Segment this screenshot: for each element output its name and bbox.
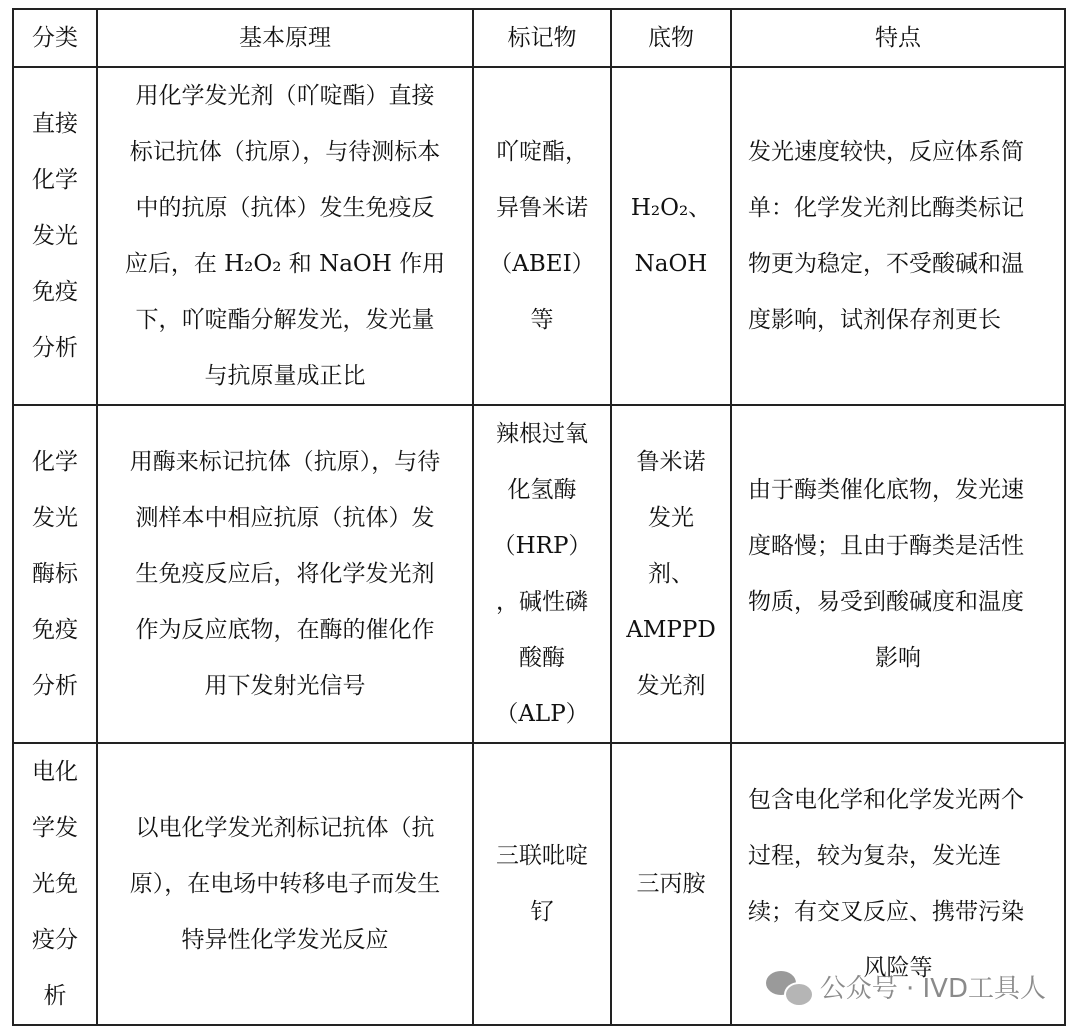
category-cell-line: 化学	[32, 449, 78, 475]
category-cell-line: 电化	[32, 759, 78, 785]
principle-cell	[97, 743, 473, 1025]
substrate-cell-line: NaOH	[634, 251, 708, 277]
principle-cell-line: 标记抗体（抗原），与待测标本	[129, 139, 441, 165]
marker-cell-line: 化氢酶	[507, 477, 577, 503]
features-cell-line: 发光速度较快，反应体系简	[748, 139, 1024, 165]
substrate-cell-line: AMPPD	[626, 617, 716, 643]
category-cell-line: 直接	[32, 111, 78, 137]
substrate-cell	[611, 67, 731, 405]
watermark-text: 公众号 · IVD工具人	[819, 974, 1046, 1004]
features-cell-line: 物更为稳定，不受酸碱和温	[748, 251, 1024, 277]
category-cell-line: 分析	[32, 673, 78, 699]
category-cell	[13, 67, 97, 405]
principle-cell	[97, 405, 473, 743]
principle-cell-line: 特异性化学发光反应	[181, 927, 389, 953]
principle-cell	[97, 67, 473, 405]
features-cell-line: 度影响，试剂保存剂更长	[748, 307, 1001, 333]
header-row	[13, 9, 1065, 67]
marker-cell	[473, 743, 611, 1025]
principle-cell-line: 用下发射光信号	[204, 673, 366, 699]
marker-cell-line: 辣根过氧	[496, 421, 588, 447]
table-row	[13, 405, 1065, 743]
substrate-cell-line: 发光	[648, 505, 694, 531]
marker-cell-line: 异鲁米诺	[496, 195, 588, 221]
category-cell-line: 免疫	[32, 617, 78, 643]
marker-cell-line: ，碱性磷	[496, 589, 588, 615]
marker-cell-line: （ABEI）	[489, 251, 595, 277]
features-cell	[731, 405, 1065, 743]
features-cell-line: 包含电化学和化学发光两个	[748, 787, 1024, 813]
principle-cell-line: 原），在电场中转移电子而发生	[129, 871, 441, 897]
category-cell-line: 析	[43, 983, 67, 1009]
principle-cell-line: 与抗原量成正比	[204, 363, 366, 389]
wechat-icon	[766, 969, 812, 1005]
marker-cell	[473, 405, 611, 743]
marker-cell-line: （ALP）	[495, 701, 589, 727]
header-substrate: 底物	[611, 9, 731, 67]
principle-cell-line: 以电化学发光剂标记抗体（抗	[135, 815, 435, 841]
category-cell-line: 发光	[32, 223, 78, 249]
substrate-cell-line: 三丙胺	[636, 871, 706, 897]
category-cell-line: 光免	[32, 871, 78, 897]
features-cell-line: 度略慢；且由于酶类是活性	[748, 533, 1024, 559]
substrate-cell	[611, 743, 731, 1025]
substrate-cell-line: 鲁米诺	[636, 449, 706, 475]
features-cell-line: 影响	[875, 645, 921, 671]
substrate-cell-line: H₂O₂、	[630, 195, 712, 221]
marker-cell-line: （HRP）	[492, 533, 592, 559]
watermark	[766, 968, 1046, 1005]
category-cell-line: 酶标	[32, 561, 78, 587]
marker-cell-line: 钌	[530, 899, 554, 925]
table-row	[13, 67, 1065, 405]
marker-cell-line: 等	[530, 307, 554, 333]
header-features: 特点	[731, 9, 1065, 67]
category-cell-line: 学发	[32, 815, 78, 841]
principle-cell-line: 用化学发光剂（吖啶酯）直接	[135, 83, 435, 109]
category-cell-line: 免疫	[32, 279, 78, 305]
features-cell	[731, 67, 1065, 405]
header-category: 分类	[13, 9, 97, 67]
header-marker: 标记物	[473, 9, 611, 67]
category-cell-line: 分析	[32, 335, 78, 361]
principle-cell-line: 作为反应底物，在酶的催化作	[135, 617, 435, 643]
substrate-cell-line: 发光剂	[636, 673, 706, 699]
marker-cell	[473, 67, 611, 405]
principle-cell-line: 中的抗原（抗体）发生免疫反	[135, 195, 435, 221]
category-cell-line: 发光	[32, 505, 78, 531]
category-cell-line: 化学	[32, 167, 78, 193]
principle-cell-line: 测样本中相应抗原（抗体）发	[135, 505, 435, 531]
principle-cell-line: 生免疫反应后，将化学发光剂	[135, 561, 435, 587]
category-cell	[13, 743, 97, 1025]
principle-cell-line: 用酶来标记抗体（抗原），与待	[129, 449, 441, 475]
comparison-table	[12, 8, 1066, 1026]
features-cell-line: 续；有交叉反应、携带污染	[748, 899, 1024, 925]
features-cell-line: 风险等	[863, 955, 933, 981]
category-cell-line: 疫分	[32, 927, 78, 953]
features-cell-line: 物质，易受到酸碱度和温度	[748, 589, 1024, 615]
category-cell	[13, 405, 97, 743]
marker-cell-line: 吖啶酯，	[496, 139, 588, 165]
principle-cell-line: 应后，在 H₂O₂ 和 NaOH 作用	[124, 251, 446, 277]
principle-cell-line: 下，吖啶酯分解发光，发光量	[135, 307, 435, 333]
features-cell-line: 过程，较为复杂，发光连	[748, 843, 1001, 869]
features-cell-line: 由于酶类催化底物，发光速	[748, 477, 1024, 503]
marker-cell-line: 三联吡啶	[496, 843, 588, 869]
substrate-cell-line: 剂、	[648, 561, 694, 587]
substrate-cell	[611, 405, 731, 743]
marker-cell-line: 酸酶	[519, 645, 565, 671]
features-cell-line: 单：化学发光剂比酶类标记	[748, 195, 1024, 221]
header-principle: 基本原理	[97, 9, 473, 67]
